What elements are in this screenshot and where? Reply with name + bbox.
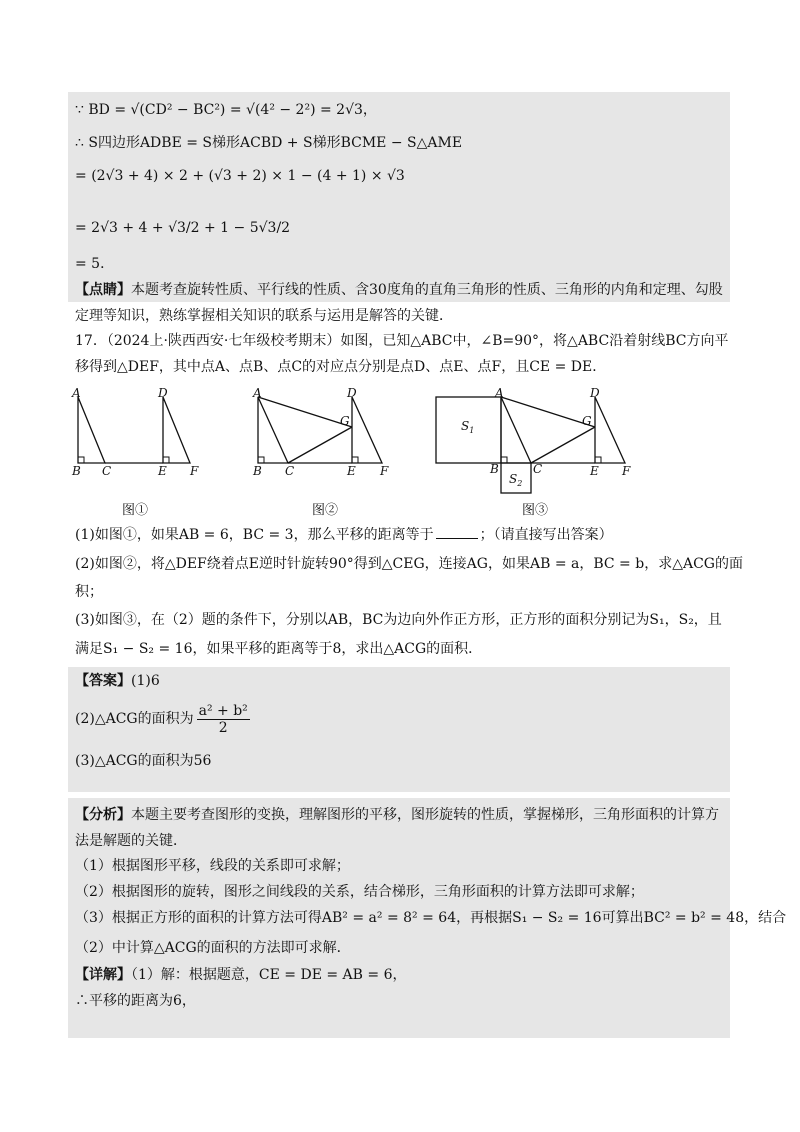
detail-line-1: 【详解】（1）解：根据题意，CE = DE = AB = 6，	[75, 967, 407, 983]
svg-text:C: C	[533, 462, 543, 476]
svg-text:C: C	[285, 464, 295, 478]
analysis-line-1: 【分析】本题主要考查图形的变换，理解图形的平移，图形旋转的性质，掌握梯形，三角形面积的计算方	[75, 807, 719, 823]
solution-line-1: ∵ BD = √(CD² − BC²) = √(4² − 2²) = 2√3，	[75, 102, 377, 118]
part-3-line-2: 满足S₁ − S₂ = 16，如果平移的距离等于8，求出△ACG的面积．	[75, 641, 483, 657]
solution-line-4: = 2√3 + 4 + √3/2 + 1 − 5√3/2	[75, 220, 291, 236]
caption-fig-1: 图①	[122, 503, 149, 518]
answer-tag: 【答案】	[75, 673, 131, 689]
question-line-1: 17．（2024上·陕西西安·七年级校考期末）如图，已知△ABC中，∠B=90°，将△ABC沿着射线BC方向平	[75, 333, 729, 349]
analysis-line-5: （3）根据正方形的面积的计算方法可得AB² = a² = 8² = 64，再根据S₁ − S₂ = 16可算出BC² = b² = 48，结合	[75, 910, 787, 926]
svg-text:B: B	[490, 462, 499, 476]
detail-tag: 【详解】	[75, 967, 131, 983]
caption-fig-2: 图②	[312, 503, 339, 518]
part-2-line-1: (2)如图②，将△DEF绕着点E逆时针旋转90°得到△CEG，连接AG，如果AB = a，BC = b，求△ACG的面	[75, 556, 743, 572]
note-tag: 【点睛】	[75, 282, 131, 298]
label-S1: $S_1$	[461, 419, 475, 435]
figures	[0, 385, 800, 505]
label-A: A	[72, 386, 81, 400]
analysis-line-2: 法是解题的关键．	[75, 833, 187, 849]
solution-line-2: ∴ S四边形ADBE = S梯形ACBD + S梯形BCME − S△AME	[75, 135, 463, 151]
analysis-line-6: （2）中计算△ACG的面积的方法即可求解．	[75, 940, 351, 956]
svg-text:G: G	[340, 414, 350, 428]
figure-1	[78, 397, 190, 463]
solution-line-5: = 5．	[75, 256, 115, 272]
label-F: F	[190, 464, 199, 478]
svg-text:F: F	[622, 464, 631, 478]
svg-text:E: E	[347, 464, 356, 478]
figure-2	[258, 397, 382, 463]
part-3-line-1: (3)如图③，在（2）题的条件下，分别以AB，BC为边向外作正方形，正方形的面积分别记为S₁，S₂，且	[75, 612, 722, 628]
label-E: E	[158, 464, 167, 478]
analysis-line-4: （2）根据图形的旋转，图形之间线段的关系，结合梯形，三角形面积的计算方法即可求解；	[75, 884, 644, 900]
note-line-1: 【点睛】本题考查旋转性质、平行线的性质、含30度角的直角三角形的性质、三角形的内角和定理、勾股	[75, 282, 723, 298]
label-C: C	[102, 464, 112, 478]
answer-line-1: 【答案】(1)6	[75, 673, 160, 689]
analysis-tag: 【分析】	[75, 807, 131, 823]
svg-text:A: A	[253, 386, 262, 400]
solution-block-top	[68, 92, 730, 302]
note-line-2: 定理等知识，熟练掌握相关知识的联系与运用是解答的关键．	[75, 308, 453, 324]
answer-line-3: (3)△ACG的面积为56	[75, 753, 212, 769]
answer-line-2: (2)△ACG的面积为 $\frac{\text{a² + b²}}{2}$	[75, 702, 248, 736]
svg-text:A: A	[495, 386, 504, 400]
svg-text:F: F	[380, 464, 389, 478]
svg-text:B: B	[253, 464, 262, 478]
label-S2: $S_2$	[509, 472, 523, 488]
answer-blank	[436, 526, 478, 539]
question-number: 17．	[75, 333, 107, 349]
analysis-line-3: （1）根据图形平移，线段的关系即可求解；	[75, 858, 350, 874]
label-B: B	[72, 464, 81, 478]
solution-line-3: = (2√3 + 4) × 2 + (√3 + 2) × 1 − (4 + 1) × √3	[75, 168, 405, 184]
label-D: D	[158, 386, 168, 400]
svg-text:G: G	[582, 414, 592, 428]
figure-3-labels	[461, 386, 631, 488]
answer-fraction: $\frac{\text{a² + b²}}{2}$	[198, 702, 248, 736]
svg-text:D: D	[590, 386, 600, 400]
part-2-line-2: 积；	[75, 584, 103, 600]
question-line-2: 移得到△DEF，其中点A、点B、点C的对应点分别是点D、点E、点F，且CE = DE．	[75, 359, 607, 375]
detail-line-2: ∴平移的距离为6，	[75, 993, 196, 1009]
figure-3	[436, 397, 625, 493]
figure-1-labels	[71, 386, 199, 478]
svg-text:D: D	[347, 386, 357, 400]
caption-fig-3: 图③	[522, 503, 549, 518]
svg-text:E: E	[590, 464, 599, 478]
part-1: (1)如图①，如果AB = 6，BC = 3，那么平移的距离等于 ；（请直接写出答案）	[75, 527, 613, 543]
